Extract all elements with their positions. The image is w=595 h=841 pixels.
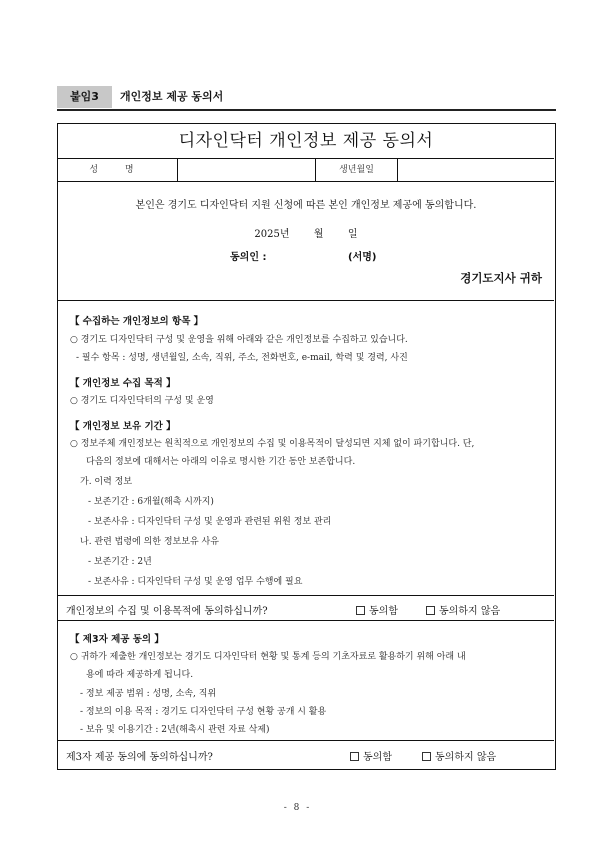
third-party-line: 용에 따라 제공하게 됩니다. bbox=[86, 670, 194, 680]
identity-row bbox=[58, 159, 554, 182]
question-collection-consent bbox=[58, 595, 554, 621]
agree-option-label: 동의함 bbox=[363, 752, 392, 763]
disagree-option-label: 동의하지 않음 bbox=[435, 752, 497, 763]
name-label: 성 명 bbox=[58, 159, 178, 181]
purpose-line: ○ 경기도 디자인닥터의 구성 및 운영 bbox=[70, 396, 214, 406]
question-text: 제3자 제공 동의에 동의하십니까? bbox=[66, 752, 213, 763]
checkbox-icon[interactable] bbox=[350, 752, 359, 761]
question-text: 개인정보의 수집 및 이용목적에 동의하십니까? bbox=[66, 606, 268, 617]
disagree-checkbox[interactable] bbox=[426, 602, 500, 617]
annex-underline bbox=[57, 109, 556, 111]
retention-line: 다음의 정보에 대해서는 아래의 이유로 명시한 기간 동안 보존합니다. bbox=[86, 457, 356, 467]
date-day: 일 bbox=[347, 229, 358, 240]
checkbox-icon[interactable] bbox=[422, 752, 431, 761]
third-party-line: - 정보의 이용 목적 : 경기도 디자인닥터 구성 현황 공개 시 활용 bbox=[80, 707, 327, 717]
retention-line: 나. 관련 법령에 의한 정보보유 사유 bbox=[80, 537, 219, 547]
birth-label: 생년월일 bbox=[316, 159, 398, 181]
retention-line: - 보존기간 : 6개월(해촉 시까지) bbox=[88, 497, 214, 507]
checkbox-icon[interactable] bbox=[356, 606, 365, 615]
policy-sections bbox=[58, 301, 554, 614]
retention-line: ○ 정보주체 개인정보는 원칙적으로 개인정보의 수집 및 이용목적이 달성되면 지체 없이 파기합니다. 단, bbox=[70, 439, 475, 449]
retention-line: - 보존기간 : 2년 bbox=[88, 557, 152, 567]
retention-line: - 보존사유 : 디자인닥터 구성 및 운영과 관련된 위원 정보 관리 bbox=[88, 517, 332, 527]
agree-checkbox[interactable] bbox=[350, 748, 392, 763]
consent-statement-row bbox=[58, 182, 554, 301]
collection-title: 【 수집하는 개인정보의 항목 】 bbox=[70, 316, 204, 327]
third-party-line: ○ 귀하가 제출한 개인정보는 경기도 디자인닥터 현황 및 통계 등의 기초자료로 활용하기 위해 아래 내 bbox=[70, 652, 466, 662]
third-party-section bbox=[58, 621, 554, 739]
annex-title: 개인정보 제공 동의서 bbox=[120, 90, 224, 103]
purpose-title: 【 개인정보 수집 목적 】 bbox=[70, 378, 176, 389]
disagree-option-label: 동의하지 않음 bbox=[439, 606, 501, 617]
retention-title: 【 개인정보 보유 기간 】 bbox=[70, 421, 176, 432]
date-line bbox=[58, 225, 554, 240]
third-party-line: - 보유 및 이용기간 : 2년(해촉시 관련 자료 삭제) bbox=[80, 725, 270, 735]
consent-form bbox=[57, 123, 556, 770]
page-number: - 8 - bbox=[283, 803, 312, 813]
checkbox-icon[interactable] bbox=[426, 606, 435, 615]
agree-checkbox[interactable] bbox=[356, 602, 398, 617]
date-year: 2025년 bbox=[254, 229, 290, 240]
form-title-row bbox=[58, 124, 554, 159]
addressee: 경기도지사 귀하 bbox=[460, 271, 542, 285]
third-party-title: 【 제3자 제공 동의 】 bbox=[70, 634, 164, 645]
date-month: 월 bbox=[313, 229, 324, 240]
question-third-party-consent bbox=[58, 740, 554, 768]
agree-label: 동의인 : bbox=[230, 252, 267, 263]
third-party-line: - 정보 제공 범위 : 성명, 소속, 직위 bbox=[80, 689, 217, 699]
agree-option-label: 동의함 bbox=[369, 606, 398, 617]
disagree-checkbox[interactable] bbox=[422, 748, 496, 763]
collection-line: - 필수 항목 : 성명, 생년월일, 소속, 직위, 주소, 전화번호, e-mail, 학력 및 경력, 사진 bbox=[76, 353, 408, 363]
annex-tag: 붙임3 bbox=[57, 86, 112, 108]
annex-header bbox=[57, 86, 556, 108]
form-title: 디자인닥터 개인정보 제공 동의서 bbox=[178, 131, 434, 151]
signature-field[interactable]: (서명) bbox=[348, 252, 377, 263]
birth-field[interactable] bbox=[398, 159, 554, 181]
retention-line: - 보존사유 : 디자인닥터 구성 및 운영 업무 수행에 필요 bbox=[88, 577, 303, 587]
retention-line: 가. 이력 정보 bbox=[80, 477, 133, 487]
name-field[interactable] bbox=[178, 159, 316, 181]
consent-statement: 본인은 경기도 디자인닥터 지원 신청에 따른 본인 개인정보 제공에 동의합니다. bbox=[135, 200, 477, 211]
collection-line: ○ 경기도 디자인닥터 구성 및 운영을 위해 아래와 같은 개인정보를 수집하고 있습니다. bbox=[70, 335, 408, 345]
